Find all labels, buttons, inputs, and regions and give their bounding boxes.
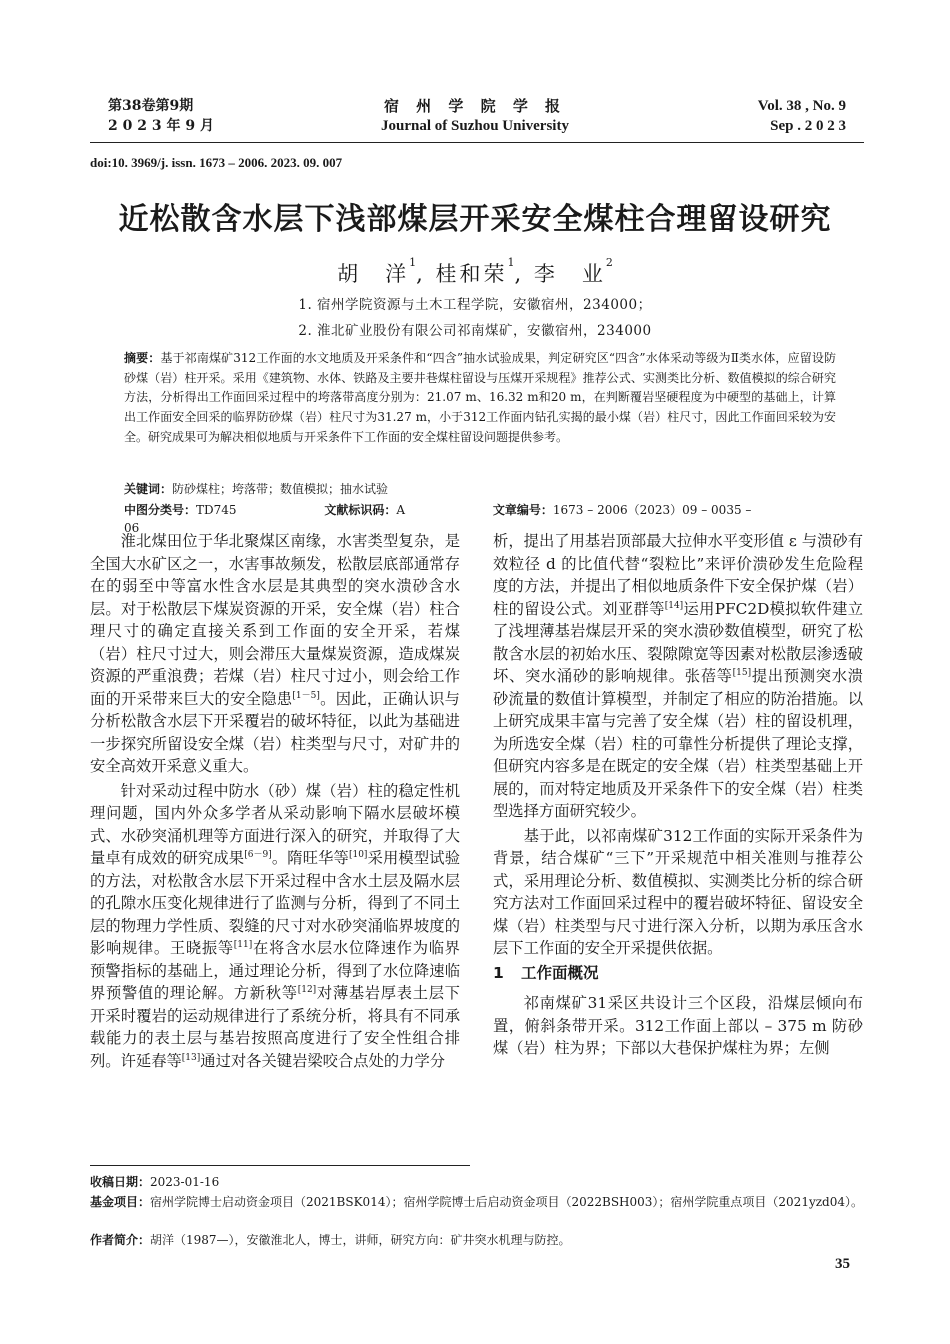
article-number-value: 1673 – 2006（2023）09 – 0035 – 06 bbox=[124, 503, 752, 535]
volume-issue-en: Vol. 38 , No. 9 bbox=[757, 98, 846, 114]
paragraph: 淮北煤田位于华北聚煤区南缘，水害类型复杂，是全国大水矿区之一，水害事故频发，松散层底部通常存在的弱至中等富水性含水层是其典型的突水溃砂含水层。对于松散层下煤炭资源的开采，安全煤（岩）柱合理尺寸的确定直接关系到工作面的安全开采，若煤（岩）柱尺寸过大，则会滞压大量煤炭资源，造成煤炭资源的严重浪费；若煤（岩）柱尺寸过小，则会给工作面的开采带来巨大的安全隐患[1－5]。因此，正确认识与分析松散含水层下开采覆岩的破坏特征，以此为基础进一步探究所留设安全煤（岩）柱类型与尺寸，对矿井的安全高效开采意义重大。 bbox=[90, 532, 460, 775]
paragraph: 祁南煤矿31采区共设计三个区段，沿煤层倾向布置，俯斜条带开采。312工作面上部以 – 375 m 防砂煤（岩）柱为界；下部以大巷保护煤柱为界；左侧 bbox=[493, 994, 863, 1057]
abstract-text: 基于祁南煤矿312工作面的水文地质及开采条件和“四含”抽水试验成果，判定研究区“四含”水体采动等级为Ⅱ类水体，应留设防砂煤（岩）柱开采。采用《建筑物、水体、铁路及主要井巷煤柱留设与压煤开采规程》推荐公式、实测类比分析、数值模拟的综合研究方法，分析得出工作面回采过程中的垮落带高度分别为：21.07 m、16.32 m和20 m，在判断覆岩坚硬程度为中硬型的基础上，计算出工作面安全回采的临界防砂煤（岩）柱尺寸为31.27 m，小于312工作面内钻孔实揭的最小煤（岩）柱尺寸，因此工作面回采较为安全。研究成果可为解决相似地质与开采条件下工作面的安全煤柱留设问题提供参考。 bbox=[124, 351, 836, 444]
abstract bbox=[124, 349, 836, 448]
author-name: 李 业 bbox=[533, 262, 606, 286]
citation: [6－9] bbox=[244, 849, 272, 860]
citation: [11] bbox=[233, 939, 253, 950]
author-name: 桂和荣 bbox=[435, 262, 508, 286]
citation: [13] bbox=[181, 1052, 201, 1063]
keywords-label: 关键词： bbox=[124, 482, 173, 496]
affiliation: 2. 淮北矿业股份有限公司祁南煤矿，安徽宿州，234000 bbox=[298, 323, 652, 339]
date-en: Sep . 2 0 2 3 bbox=[770, 118, 846, 134]
clc-label: 中图分类号： bbox=[124, 503, 197, 517]
volume-issue-cn: 第38卷第9期 bbox=[108, 98, 194, 114]
keywords bbox=[124, 480, 836, 498]
clc-value: TD745 bbox=[196, 503, 237, 517]
funding: 基金项目：宿州学院博士启动资金项目（2021BSK014）；宿州学院博士后启动资金项目（2022BSH003）；宿州学院重点项目（2021yzd04）。 bbox=[90, 1195, 864, 1209]
article-number-label: 文章编号： bbox=[492, 503, 553, 517]
author-affil-mark: 2 bbox=[605, 256, 613, 269]
footnote-divider bbox=[90, 1165, 470, 1166]
header-divider bbox=[90, 142, 864, 143]
author-affil-mark: 1 bbox=[409, 256, 417, 269]
author-affil-mark: 1 bbox=[507, 256, 515, 269]
paragraph: 基于此，以祁南煤矿312工作面的实际开采条件为背景，结合煤矿“三下”开采规范中相关准则与推荐公式，采用理论分析、数值模拟、实测类比分析的综合研究方法对工作面回采过程中的覆岩破坏特征、留设安全煤（岩）柱类型与尺寸进行深入分析，以期为承压含水层下工作面的安全开采提供依据。 bbox=[493, 826, 863, 957]
doc-code-label: 文献标识码： bbox=[324, 503, 397, 517]
author-bio: 作者简介：胡洋（1987—），安徽淮北人，博士，讲师，研究方向：矿井突水机理与防控。 bbox=[90, 1233, 571, 1247]
citation: [15] bbox=[732, 667, 752, 678]
author-name: 胡 洋 bbox=[337, 262, 410, 286]
author-list: 胡 洋$^1$, 桂和荣$^1$, 李 业$^2$ bbox=[337, 256, 613, 286]
citation: [12] bbox=[297, 984, 317, 995]
abstract-label: 摘要： bbox=[124, 351, 161, 365]
keywords-text: 防砂煤柱；垮落带；数值模拟；抽水试验 bbox=[172, 482, 389, 496]
doi: doi:10. 3969/j. issn. 1673 – 2006. 2023. 09. 007 bbox=[90, 155, 343, 170]
section-number: 1 bbox=[493, 963, 504, 982]
paragraph: 针对采动过程中防水（砂）煤（岩）柱的稳定性机理问题，国内外众多学者从采动影响下隔水层破坏模式、水砂突涌机理等方面进行深入的研究，并取得了大量卓有成效的研究成果[6－9]。隋旺华等[10]采用模型试验的方法，对松散含水层下开采过程中含水土层及隔水层的孔隙水压变化规律进行了监测与分析，得到了不同土层的物理力学性质、裂缝的尺寸对水砂突涌临界坡度的影响规律。王晓振等[11]在将含水层水位降速作为临界预警指标的基础上，通过理论分析，得到了水位降速临界预警值的理论解。方新秋等[12]对薄基岩厚表土层下开采时覆岩的运动规律进行了系统分析，将具有不同承载能力的表土层与基岩按照高度进行了安全性组合排列。许延春等[13]通过对各关键岩梁咬合点处的力学分 bbox=[90, 781, 460, 1070]
citation: [10] bbox=[348, 849, 368, 860]
affiliation: 1. 宿州学院资源与土木工程学院，安徽宿州，234000； bbox=[298, 297, 652, 313]
body-column-right bbox=[493, 530, 863, 1060]
paper-title: 近松散含水层下浅部煤层开采安全煤柱合理留设研究 bbox=[118, 202, 832, 237]
citation: [14] bbox=[664, 600, 684, 611]
date-cn: 2 0 2 3 年 9 月 bbox=[108, 118, 214, 134]
journal-volume-issue-en bbox=[758, 96, 846, 136]
paragraph: 析，提出了用基岩顶部最大拉伸水平变形值 ε 与溃砂有效粒径 d 的比值代替“裂粒比”来评价溃砂发生危险程度的方法，并提出了相似地质条件下安全保护煤（岩）柱的留设公式。刘亚群等[14]运用PFC2D模拟软件建立了浅埋薄基岩煤层开采的突水溃砂数值模型，研究了松散含水层的初始水压、裂隙隙宽等因素对松散层渗透破坏、突水涌砂的影响规律。张蓓等[15]提出预测突水溃砂流量的数值计算模型，并制定了相应的防治措施。以上研究成果丰富与完善了安全煤（岩）柱的留设机理，为所选安全煤（岩）柱的可靠性分析提供了理论支撑，但研究内容多是在既定的安全煤（岩）柱类型基础上开展的，而对特定地质及开采条件下的安全煤（岩）柱类型选择方面研究较少。 bbox=[493, 532, 863, 820]
page-number: 35 bbox=[835, 1256, 850, 1272]
section-title: 工作面概况 bbox=[521, 963, 599, 982]
body-column-left bbox=[90, 530, 460, 1072]
section-heading bbox=[493, 962, 863, 985]
journal-name-en: Journal of Suzhou University bbox=[381, 118, 569, 134]
received-date: 收稿日期：2023-01-16 bbox=[90, 1175, 220, 1189]
citation: [1－5] bbox=[292, 690, 320, 701]
doc-code-value: A bbox=[396, 503, 406, 517]
journal-name-cn: 宿 州 学 院 学 报 bbox=[383, 97, 567, 115]
